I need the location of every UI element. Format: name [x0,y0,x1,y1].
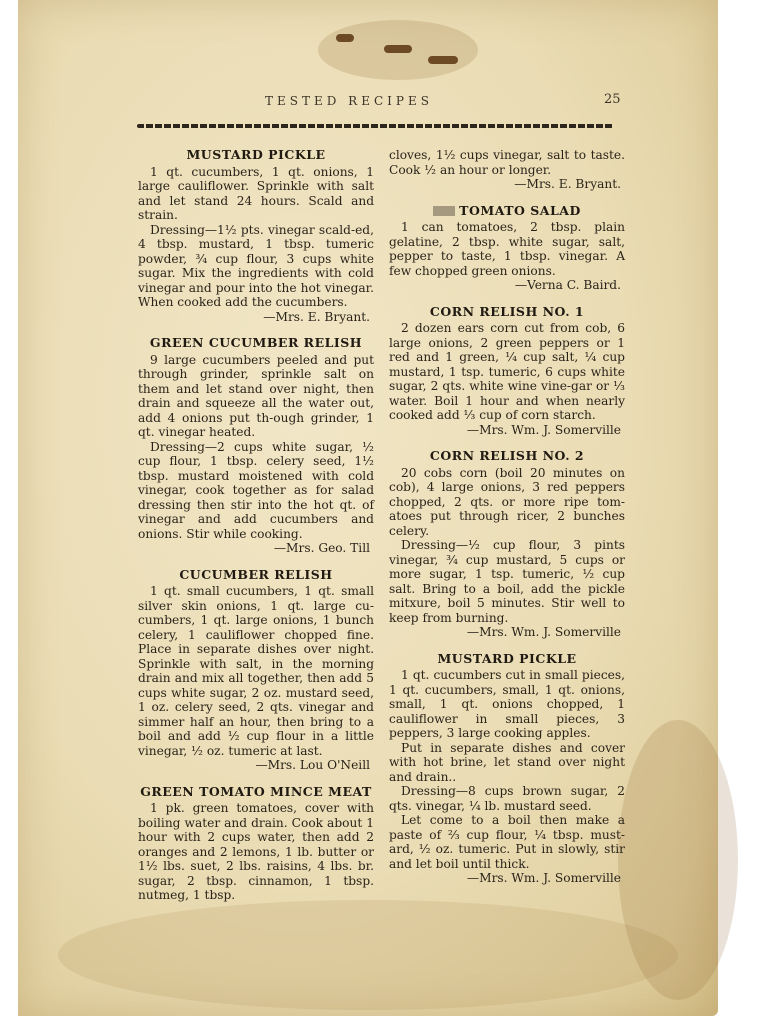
recipe-title: GREEN TOMATO MINCE MEAT [140,783,372,799]
recipe-title: MUSTARD PICKLE [437,650,577,666]
header-rule [137,124,614,128]
recipe-paragraph: cloves, 1½ cups vinegar, salt to taste. Cook ½ an hour or longer. [389,148,625,177]
recipe-paragraph: Put in separate dishes and cover with hot brine, let stand over night and drain.. [389,740,625,784]
recipe-green-tomato-mince-meat [138,785,374,903]
recipe-title-text: TOMATO SALAD [459,202,581,218]
recipe-paragraph: 2 dozen ears corn cut from cob, 6 large onions, 2 green peppers or 1 red and 1 green, ¼ cup salt, ¼ cup mustard, 1 tsp. tumeric, 6 cups white sugar, 2 qts. white wine vine-gar or ⅓ water. Boil 1 hour and when nearly cooked add ⅓ cup of corn starch. [389,321,625,422]
ink-smudge [433,206,455,216]
recipe-paragraph: 1 pk. green tomatoes, cover with boiling water and drain. Cook about 1 hour with 2 cups water, then add 2 oranges and 2 lemons, 1 lb. butter or 1½ lbs. suet, 2 lbs. raisins, 4 lbs. br. sugar, 2 tbsp. cinnamon, 1 tbsp. nutmeg, 1 tbsp. [138,801,374,902]
burn-mark-2 [384,45,412,53]
recipe-title: CORN RELISH NO. 1 [429,303,585,319]
recipe-paragraph: Dressing—1½ pts. vinegar scald-ed, 4 tbsp. mustard, 1 tbsp. tumeric powder, ¾ cup flour, 3 cups white sugar. Mix the ingredients with cold vinegar and pour into the hot vinegar. When cooked add the cucumbers. [138,222,374,309]
recipe-corn-relish-1 [389,305,625,438]
recipe-paragraph: 20 cobs corn (boil 20 minutes on cob), 4 large onions, 3 red peppers chopped, 2 qts. or more ripe tom-atoes put through ricer, 2 bunches celery. [389,465,625,538]
recipe-signature: —Mrs. E. Bryant. [263,309,370,324]
stain-bottom [58,900,678,1010]
burn-mark-1 [336,34,354,42]
recipe-paragraph: 1 qt. cucumbers, 1 qt. onions, 1 large cauliflower. Sprinkle with salt and let stand 24 hours. Scald and strain. [138,164,374,222]
recipe-paragraph: 1 can tomatoes, 2 tbsp. plain gelatine, 2 tbsp. white sugar, salt, pepper to taste, 1 tbsp. vinegar. A few chopped green onions. [389,220,625,278]
recipe-tomato-salad [389,204,625,293]
recipe-title: MUSTARD PICKLE [186,147,326,162]
recipe-mustard-pickle-2 [389,652,625,886]
recipe-title [389,204,625,219]
recipe-paragraph: 9 large cucumbers peeled and put through grinder, sprinkle salt on them and let stand over night, then drain and squeeze all the water out, add 4 onions put th-ough grinder, 1 qt. vinegar heated. [138,352,374,439]
recipe-title: CUCUMBER RELISH [179,566,333,582]
recipe-paragraph: Dressing—2 cups white sugar, ½ cup flour, 1 tbsp. celery seed, 1½ tbsp. mustard moistened with cold vinegar, cook together as for salad dressing then stir into the hot qt. of vinegar and add cucumbers and onions. Stir while cooking. [138,439,374,541]
recipe-paragraph: Dressing—½ cup flour, 3 pints vinegar, ¾ cup mustard, 5 cups or more sugar, 1 tsp. tumeric, ½ cup salt. Bring to a boil, add the pickle mitxure, boil 5 minutes. Stir well to keep from burning. [389,538,625,625]
recipe-signature: —Mrs. Geo. Till [273,541,370,555]
recipe-corn-relish-2 [389,449,625,640]
burn-mark-3 [428,56,458,64]
recipe-paragraph: 1 qt. small cucumbers, 1 qt. small silver skin onions, 1 qt. large cu-cumbers, 1 qt. large onions, 1 bunch celery, 1 cauliflower chopped fine. Place in separate dishes over night. Sprinkle with salt, in the morning drain and mix all together, then add 5 cups white sugar, 2 oz. mustard seed, 1 oz. celery seed, 2 qts. vinegar and simmer half an hour, then bring to a boil and add ½ cup flour in a little vinegar, ½ oz. tumeric at last. [138,584,374,758]
recipe-green-cucumber-relish [138,336,374,556]
recipe-mustard-pickle [138,148,374,324]
recipe-signature: —Mrs. Wm. J. Somerville [466,625,621,639]
running-title: TESTED RECIPES [265,94,433,108]
recipe-title: GREEN CUCUMBER RELISH [149,335,363,350]
recipe-signature: —Mrs. E. Bryant. [514,177,621,191]
recipe-continuation [389,148,625,192]
recipe-signature: —Mrs. Wm. J. Somerville [466,422,621,437]
recipe-paragraph: Dressing—8 cups brown sugar, 2 qts. vinegar, ¼ lb. mustard seed. [389,784,625,813]
recipe-paragraph: 1 qt. cucumbers cut in small pieces, 1 qt. cucumbers, small, 1 qt. onions, small, 1 qt. onions chopped, 1 cauliflower in small pieces, 3 peppers, 3 large cooking apples. [389,668,625,740]
recipe-signature: —Verna C. Baird. [514,278,621,292]
left-column [138,148,374,915]
recipe-paragraph: Let come to a boil then make a paste of ⅔ cup flour, ¼ tbsp. must-ard, ½ oz. tumeric. Put in slowly, stir and let boil until thick. [389,813,625,871]
right-column [389,148,625,898]
recipe-cucumber-relish [138,568,374,773]
page-number: 25 [604,92,621,107]
recipe-signature: —Mrs. Wm. J. Somerville [466,871,621,885]
recipe-signature: —Mrs. Lou O'Neill [255,758,370,772]
recipe-title: CORN RELISH NO. 2 [429,448,585,463]
